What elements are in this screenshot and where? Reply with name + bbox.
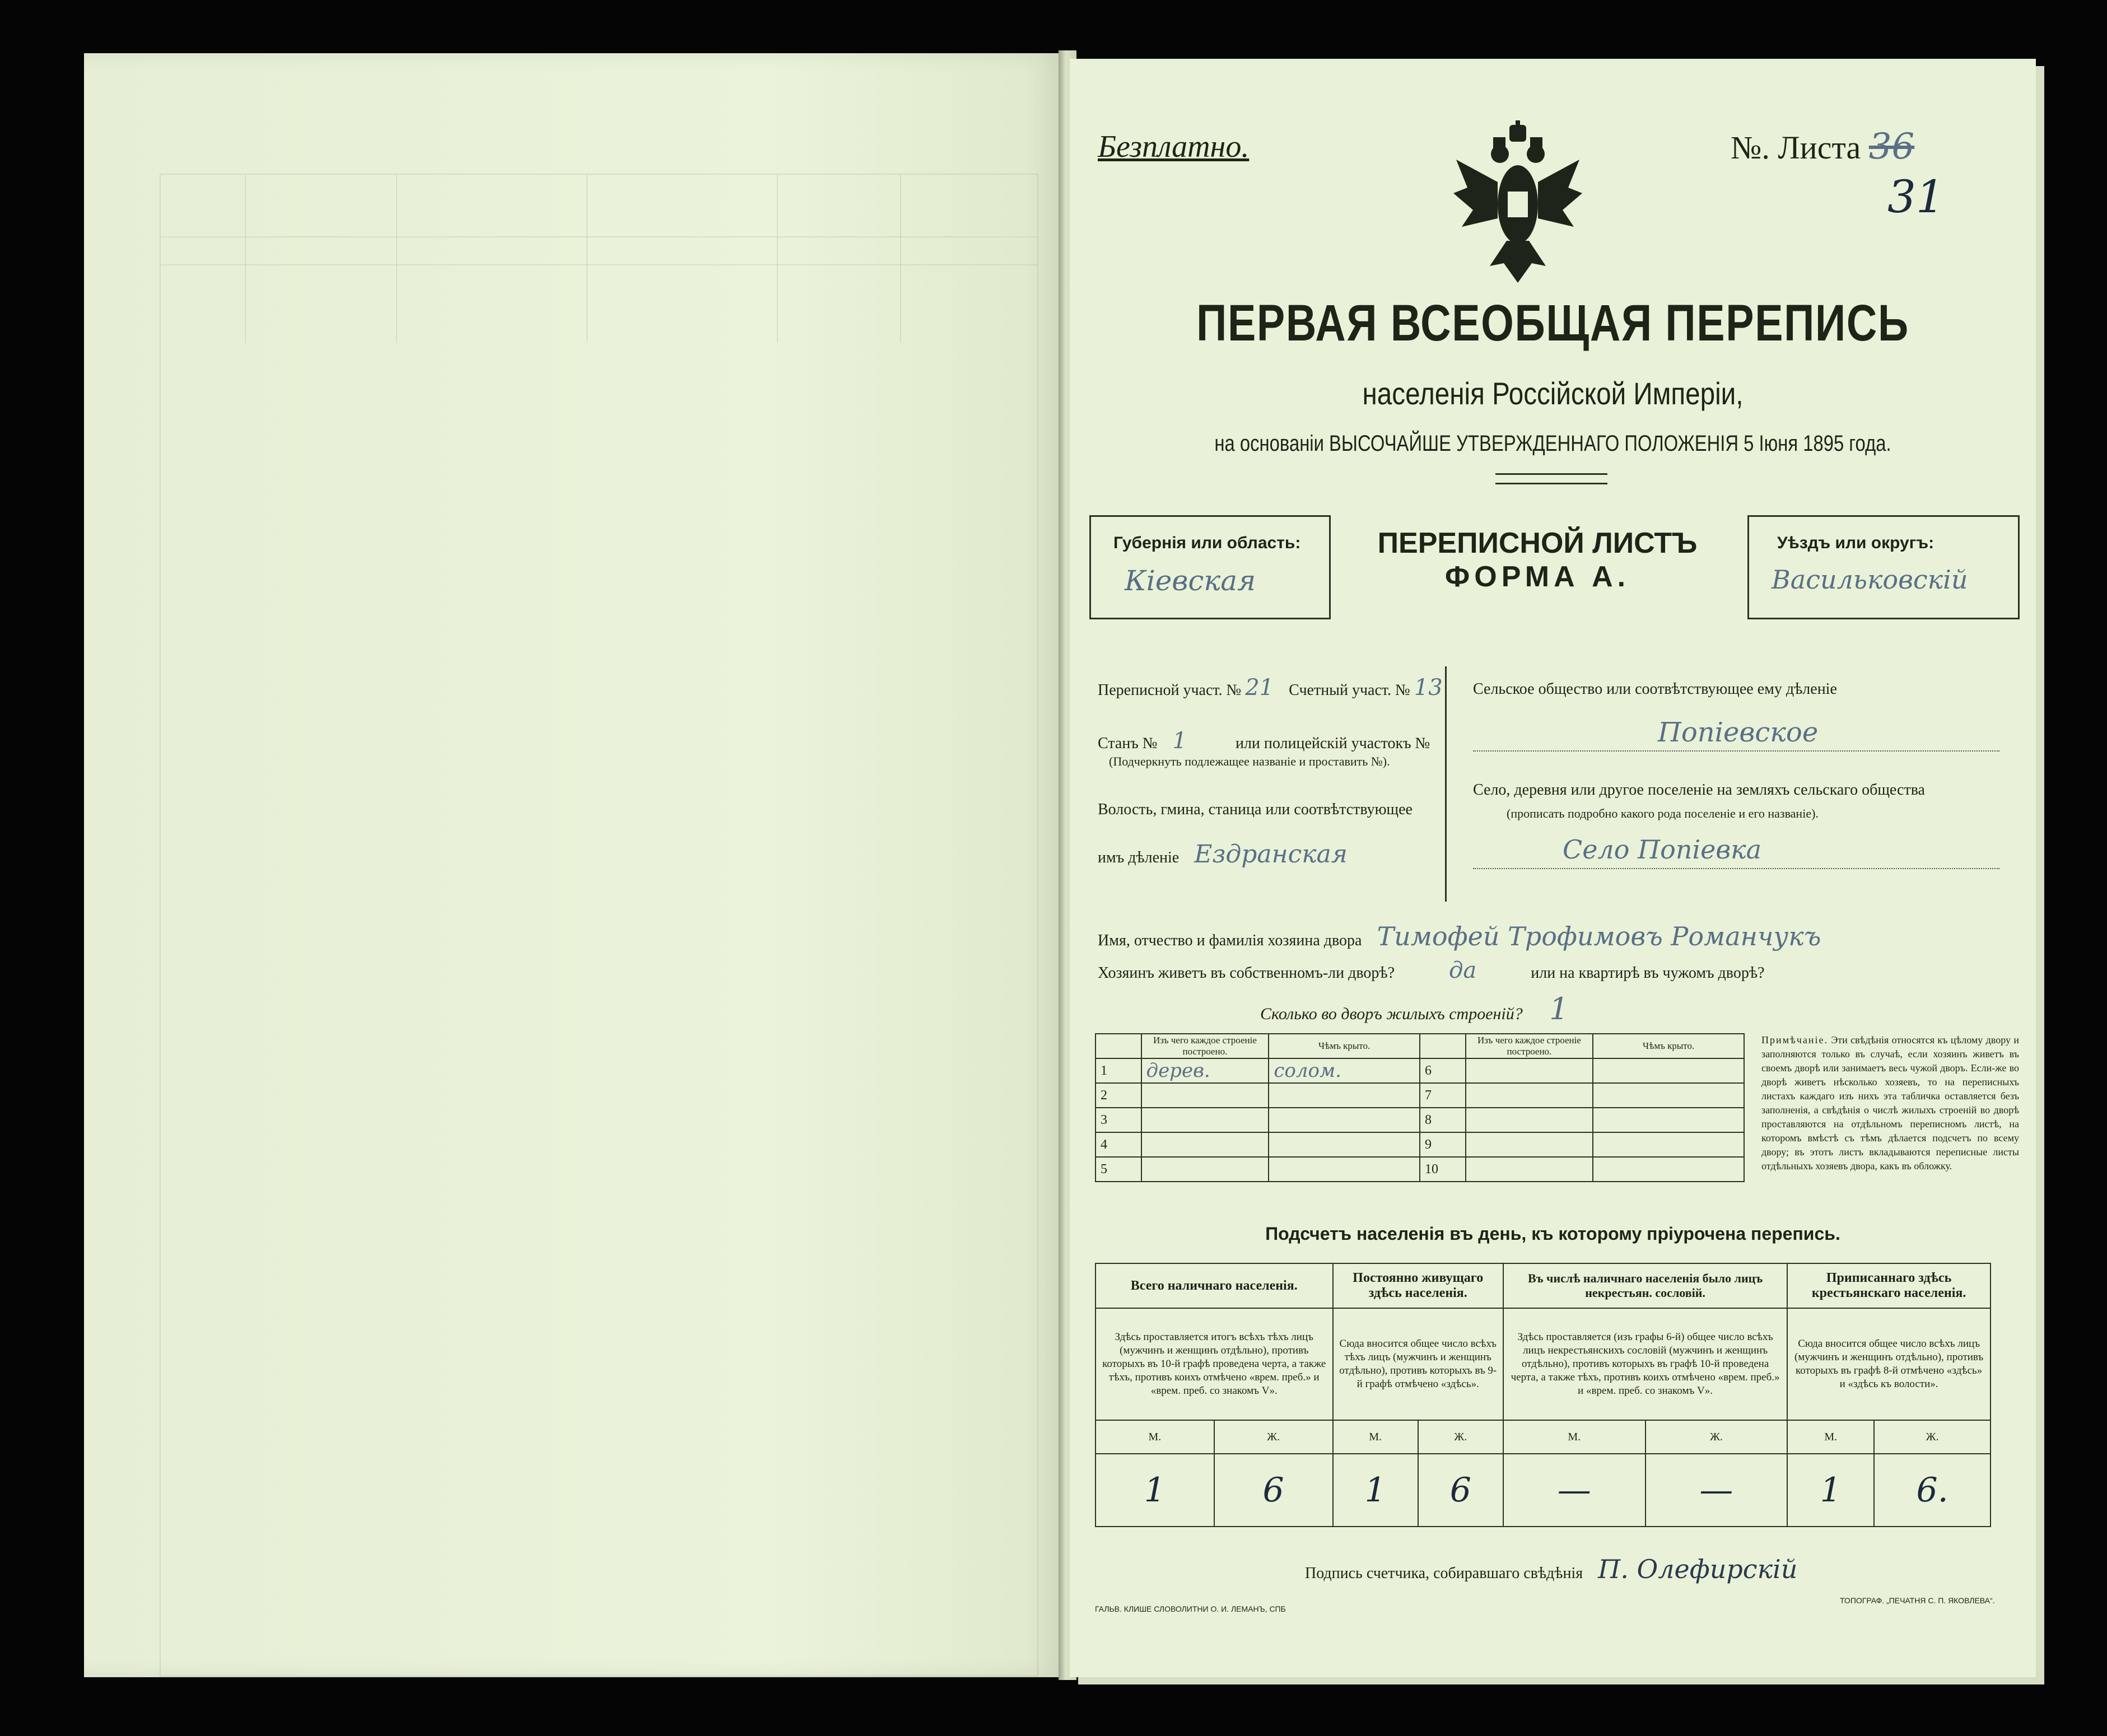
buildings-col-material: Изъ чего каждое строеніе построено. — [1141, 1034, 1269, 1058]
row-number: 2 — [1096, 1083, 1141, 1108]
stan-value: 1 — [1172, 728, 1187, 754]
rent-label: или на квартирѣ въ чужомъ дворѣ? — [1531, 964, 1765, 982]
table-row — [1096, 1058, 1744, 1083]
footer-left: ГАЛЬВ. КЛИШЕ СЛОВОЛИТНИ О. И. ЛЕМАНЪ, СПБ — [1095, 1604, 1286, 1613]
village-value: Село Попіевка — [1563, 834, 1762, 865]
signature-label: Подпись счетчика, собиравшаго свѣдѣнія — [1305, 1565, 1583, 1582]
uezd-label: Уѣздъ или округъ: — [1777, 534, 1934, 552]
sheet-number — [1731, 126, 1914, 167]
count-female-header: Ж. — [1214, 1420, 1333, 1454]
count-female-header: Ж. — [1645, 1420, 1788, 1454]
volost-label: Волость, гмина, станица или соотвѣтствующее — [1098, 801, 1413, 818]
row-roof: солом. — [1269, 1058, 1420, 1083]
count-value: 6 — [1418, 1454, 1503, 1527]
police-label: или полицейскій участокъ № — [1235, 735, 1430, 752]
count-male-header: М. — [1503, 1420, 1645, 1454]
perepis-uchast-value: 21 — [1245, 675, 1274, 701]
lives-label: Хозяинъ живетъ въ собственномъ-ли дворѣ? — [1098, 964, 1395, 982]
row-number: 3 — [1096, 1108, 1141, 1132]
double-headed-eagle-emblem — [1451, 120, 1585, 288]
form-title: ПЕРЕПИСНОЙ ЛИСТЪ — [1377, 527, 1698, 559]
census-title: ПЕРВАЯ ВСЕОБЩАЯ ПЕРЕПИСЬ — [1196, 295, 1909, 352]
count-values-row — [1096, 1454, 1991, 1527]
field-stan — [1098, 728, 1430, 754]
show-through-form-outline — [160, 174, 1038, 1677]
gubernia-box — [1089, 515, 1331, 619]
row-material: дерев. — [1141, 1058, 1269, 1083]
sheet-number-label: №. Листа — [1731, 129, 1861, 166]
field-lives — [1098, 958, 1764, 983]
row-number: 10 — [1420, 1157, 1466, 1182]
row-number: 6 — [1420, 1058, 1466, 1083]
uezd-box — [1747, 515, 2020, 619]
count-male-header: М. — [1333, 1420, 1418, 1454]
buildings-col-roof: Чѣмъ крыто. — [1269, 1034, 1420, 1058]
count-male-header: М. — [1096, 1420, 1214, 1454]
stan-label: Станъ № — [1098, 735, 1158, 752]
count-female-header: Ж. — [1418, 1420, 1503, 1454]
count-value: 1 — [1333, 1454, 1418, 1527]
table-row — [1096, 1083, 1744, 1108]
count-col-desc-2: Сюда вносится общее число всѣхъ тѣхъ лицъ (мужчинъ и женщинъ отдѣльно), противъ которыхъ въ 9-й графѣ отмѣчено «здѣсь». — [1333, 1308, 1503, 1420]
buildings-value: 1 — [1549, 991, 1569, 1026]
count-heading: Подсчетъ населенія въ день, къ которому пріурочена перепись. — [1265, 1224, 1840, 1244]
signature-line — [1305, 1554, 1797, 1584]
field-volost — [1098, 840, 1348, 869]
row-number: 1 — [1096, 1058, 1141, 1083]
form-title-block — [1327, 515, 1747, 616]
buildings-col-material-2: Изъ чего каждое строеніе построено. — [1466, 1034, 1593, 1058]
count-col-desc-3: Здѣсь проставляется (изъ графы 6-й) общее число всѣхъ лицъ некрестьянскихъ сословій (мужчинъ и женщинъ отдѣльно), противъ которыхъ въ графѣ 10-й проведена черта, а также тѣхъ, противъ коихъ отмѣчено «врем. преб.» и «врем. преб. со знакомъ V». — [1503, 1308, 1787, 1420]
row-number: 8 — [1420, 1108, 1466, 1132]
village-note: (прописать подробно какого рода поселеніе и его названіе). — [1507, 806, 1819, 820]
note-block — [1761, 1033, 2019, 1173]
census-basis: на основаніи ВЫСОЧАЙШЕ УТВЕРЖДЕННАГО ПОЛОЖЕНІЯ 5 Іюня 1895 года. — [1214, 431, 1891, 456]
census-subtitle: населенія Россійской Имперіи, — [1362, 376, 1744, 411]
lives-value: да — [1449, 958, 1477, 983]
table-row — [1096, 1157, 1744, 1182]
count-value: 1 — [1096, 1454, 1214, 1527]
count-value: 6 — [1214, 1454, 1333, 1527]
field-owner — [1098, 921, 1821, 951]
count-col-title-3: Въ числѣ наличнаго населенія было лицъ некрестьян. сословій. — [1503, 1263, 1787, 1308]
owner-label: Имя, отчество и фамилія хозяина двора — [1098, 932, 1362, 949]
ornament-divider — [1495, 473, 1607, 484]
schetny-uchast-label: Счетный участ. № — [1289, 682, 1410, 699]
count-value: 6. — [1874, 1454, 1991, 1527]
form-subtitle: ФОРМА А. — [1444, 561, 1630, 593]
buildings-col-roof-2: Чѣмъ крыто. — [1593, 1034, 1744, 1058]
village-label: Село, деревня или другое поселеніе на земляхъ сельскаго общества — [1473, 781, 1925, 799]
table-row — [1096, 1132, 1744, 1157]
signature-value: П. Олефирскій — [1598, 1554, 1798, 1584]
buildings-table — [1095, 1033, 1745, 1182]
gubernia-value: Кіевская — [1125, 564, 1256, 597]
sheet-number-handwritten: 31 — [1887, 171, 1945, 223]
note-text: Эти свѣдѣнія относятся къ цѣлому двору и заполняются только въ случаѣ, если хозяинъ живетъ въ своемъ дворѣ или занимаетъ весь чужой дворъ. Если-же во дворѣ живетъ нѣсколько хозяевъ, то на переписныхъ листахъ каждаго изъ нихъ эта табличка оставляется безъ заполненія, а свѣдѣнія о числѣ жилыхъ строеній во дворѣ проставляются на отдѣльномъ переписномъ листѣ, на которомъ вмѣстѣ съ тѣмъ дѣлается подсчетъ по всему двору; въ этотъ листъ вкладываются переписные листы отдѣльныхъ хозяевъ двора, какъ въ обложку. — [1761, 1034, 2019, 1172]
volost-label-2: имъ дѣленіе — [1098, 849, 1180, 866]
field-perepis-uchast — [1098, 675, 1443, 701]
count-value: 1 — [1787, 1454, 1874, 1527]
row-number: 9 — [1420, 1132, 1466, 1157]
schetny-uchast-value: 13 — [1414, 675, 1443, 701]
sheet-number-struck: 36 — [1868, 126, 1915, 167]
count-female-header: Ж. — [1874, 1420, 1991, 1454]
left-page — [84, 53, 1063, 1677]
table-row — [1096, 1108, 1744, 1132]
uezd-value: Васильковскій — [1772, 564, 1968, 595]
note-heading: Примѣчаніе. — [1761, 1034, 1828, 1046]
count-value: — — [1503, 1454, 1645, 1527]
row-number: 5 — [1096, 1157, 1141, 1182]
society-value: Попіевское — [1658, 717, 1819, 748]
gubernia-label: Губернія или область: — [1113, 534, 1301, 552]
field-buildings — [1260, 991, 1569, 1026]
row-number: 7 — [1420, 1083, 1466, 1108]
vertical-divider — [1445, 666, 1447, 902]
underline-note: (Подчеркнуть подлежащее названіе и проставить №). — [1109, 754, 1390, 768]
right-page-census-form — [1070, 59, 2036, 1677]
volost-value: Ездранская — [1194, 840, 1348, 869]
count-col-title-2: Постоянно живущаго здѣсь населенія. — [1333, 1263, 1503, 1308]
count-col-title-1: Всего наличнаго населенія. — [1096, 1263, 1333, 1308]
count-col-title-4: Приписаннаго здѣсь крестьянскаго населенія. — [1787, 1263, 1991, 1308]
count-value: — — [1645, 1454, 1788, 1527]
free-label: Безплатно. — [1098, 129, 1250, 164]
society-underline — [1473, 750, 1999, 752]
village-underline — [1473, 868, 1999, 869]
count-col-desc-4: Сюда вносится общее число всѣхъ лицъ (мужчинъ и женщинъ отдѣльно), противъ которыхъ въ графѣ 8-й отмѣчено «здѣсь» и «здѣсь къ волости». — [1787, 1308, 1991, 1420]
count-male-header: М. — [1787, 1420, 1874, 1454]
owner-value: Тимофей Трофимовъ Романчукъ — [1377, 921, 1821, 951]
perepis-uchast-label: Переписной участ. № — [1098, 682, 1242, 699]
count-col-desc-1: Здѣсь проставляется итогъ всѣхъ тѣхъ лицъ (мужчинъ и женщинъ отдѣльно), противъ которыхъ въ 10-й графѣ проведена черта, а также тѣхъ, противъ коихъ отмѣчено «врем. преб.» и «врем. преб. со знакомъ V». — [1096, 1308, 1333, 1420]
buildings-label: Сколько во дворъ жилыхъ строеній? — [1260, 1005, 1523, 1023]
society-label: Сельское общество или соотвѣтствующее ему дѣленіе — [1473, 680, 1837, 698]
footer-right: ТОПОГРАФ. „ПЕЧАТНЯ С. П. ЯКОВЛЕВА“. — [1840, 1596, 1995, 1605]
row-number: 4 — [1096, 1132, 1141, 1157]
population-count-table — [1095, 1263, 1991, 1527]
